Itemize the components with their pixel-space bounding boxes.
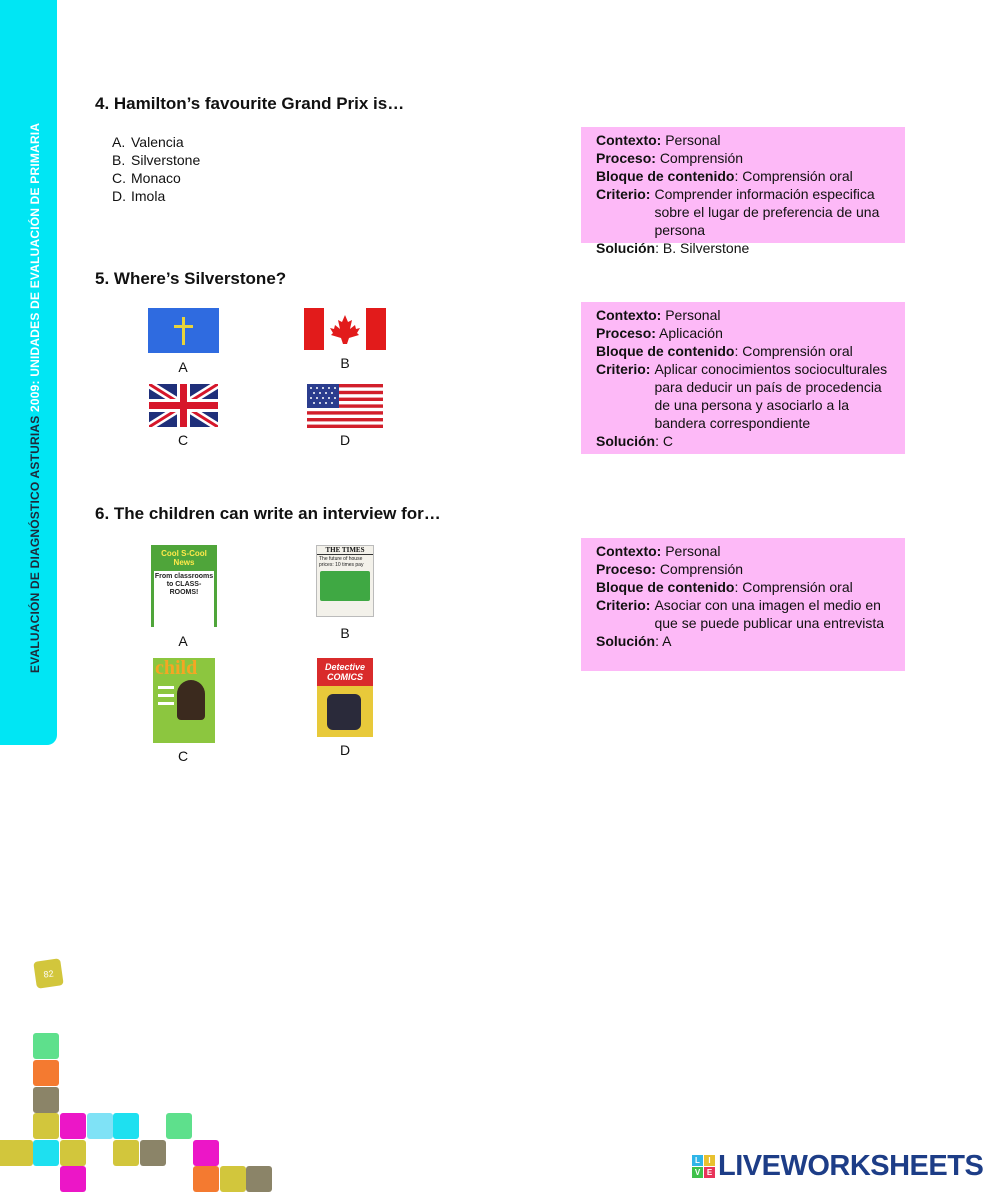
question-6-info-box: Contexto: Personal Proceso: Comprensión Bloque de contenido: Comprensión oral Criterio: Asociar con una imagen el medio en que se puede publicar una entrevista Solución: A — [581, 538, 905, 671]
page-number-badge: 82 — [33, 958, 63, 988]
brand-name: LIVEWORKSHEETS — [718, 1150, 984, 1182]
liveworksheets-logo[interactable] — [692, 1150, 983, 1183]
figure-label-a: A — [178, 633, 188, 649]
option-b[interactable]: B. Silverstone — [112, 152, 201, 168]
figure-label-c: C — [177, 748, 189, 764]
option-d[interactable]: D. Imola — [112, 188, 166, 204]
question-4-options — [112, 133, 200, 205]
figure-label-d: D — [339, 742, 351, 758]
newspaper-times-image[interactable]: THE TIMES The future of house prices: 10 times pay — [316, 545, 374, 617]
sidebar-band — [0, 0, 57, 745]
option-c[interactable]: C. Monaco — [112, 170, 181, 186]
figure-label-c: C — [177, 432, 189, 448]
detective-comics-image[interactable]: Detective COMICS — [317, 658, 373, 737]
figure-label-d: D — [339, 432, 351, 448]
question-4-info-box: Contexto: Personal Proceso: Comprensión Bloque de contenido: Comprensión oral Criterio: Comprender información especifica sobre el lugar de preferencia de una persona Solución: B. Silverstone — [581, 127, 905, 243]
school-newspaper-image[interactable]: Cool S-Cool News From classrooms to CLASS-ROOMS! — [151, 545, 217, 627]
canada-flag-image[interactable] — [304, 308, 386, 350]
brand-logo-icon: L I V E — [692, 1155, 715, 1178]
figure-label-a: A — [178, 359, 188, 375]
question-5-title: 5. Where’s Silverstone? — [95, 269, 287, 288]
option-a[interactable]: A. Valencia — [112, 134, 184, 150]
uk-flag-image[interactable] — [149, 384, 218, 427]
question-6-title: 6. The children can write an interview for… — [95, 504, 441, 523]
figure-label-b: B — [340, 355, 350, 371]
child-magazine-image[interactable]: child — [153, 658, 215, 743]
usa-flag-image[interactable] — [307, 384, 383, 428]
asturias-flag-image[interactable] — [148, 308, 219, 353]
sidebar-title: EVALUACIÓN DE DIAGNÓSTICO ASTURIAS 2009: UNIDADES DE EVALUACIÓN DE PRIMARIA — [28, 122, 42, 673]
question-5-info-box: Contexto: Personal Proceso: Aplicación Bloque de contenido: Comprensión oral Criterio: Aplicar conocimientos socioculturales para deducir un país de procedencia de una persona y asociarlo a la bandera correspondiente Solución: C — [581, 302, 905, 454]
figure-label-b: B — [340, 625, 350, 641]
question-4-title: 4. Hamilton’s favourite Grand Prix is… — [95, 94, 405, 113]
